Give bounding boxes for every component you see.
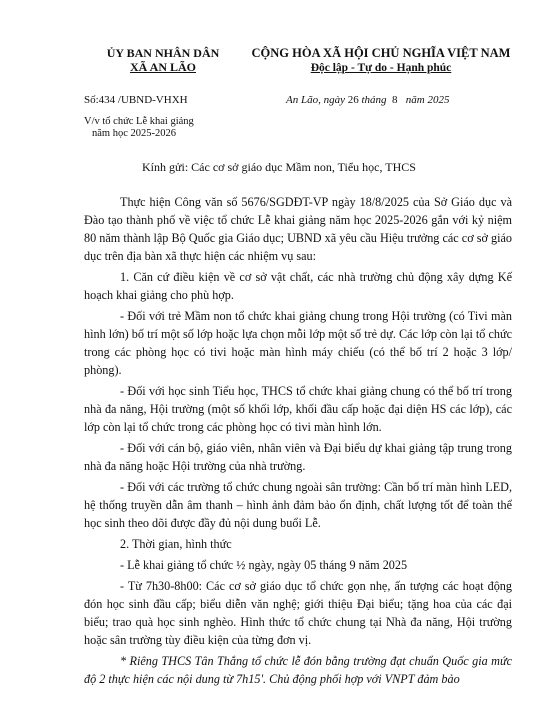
date-year: năm 2025 <box>405 94 450 106</box>
national-motto: Độc lập - Tự do - Hạnh phúc <box>310 62 452 74</box>
issuer-commune: XÃ AN LÃO <box>129 60 196 74</box>
date-month: 8 <box>392 94 398 106</box>
document-number: Số:434 /UBND-VHXH <box>84 94 188 106</box>
issue-date <box>286 94 450 106</box>
date-day: 26 <box>347 94 359 106</box>
ceremony-date-paragraph: - Lễ khai giảng tổ chức ½ ngày, ngày 05 tháng 9 năm 2025 <box>120 558 408 572</box>
issuer-header <box>88 46 238 74</box>
salutation: Kính gửi: Các cơ sở giáo dục Mầm non, Tiểu học, THCS <box>142 160 416 174</box>
item-1-paragraph: 1. Căn cứ điều kiện về cơ sở vật chất, các nhà trường chủ động xây dựng Kế hoạch khai giảng cho phù hợp. <box>84 270 512 302</box>
date-month-label: tháng <box>361 94 387 106</box>
primary-secondary-paragraph: - Đối với học sinh Tiểu học, THCS tổ chức khai giảng chung có thể bố trí trong nhà đa năng, Hội trường (một số khối lớp, khối đầu cấp hoặc đại diện HS các lớp), các lớp còn lại tổ chức trong các phòng học có tivi màn hình lớn. <box>84 384 512 434</box>
date-prefix: An Lão, ngày <box>286 94 345 106</box>
document-body <box>84 193 512 691</box>
intro-paragraph: Thực hiện Công văn số 5676/SGDĐT-VP ngày 18/8/2025 của Sở Giáo dục và Đào tạo thành phố về việc tổ chức Lễ khai giảng năm học 2025-2026 gắn với kỷ niệm 80 năm thành lập Bộ Quốc gia Giáo dục; UBND xã yêu cầu Hiệu trưởng các cơ sở giáo dục trên địa bàn xã thực hiện các nhiệm vụ sau: <box>84 195 512 263</box>
subject-line-1: V/v tổ chức Lễ khai giảng <box>84 116 194 127</box>
national-header <box>246 46 516 76</box>
country-name: CỘNG HÒA XÃ HỘI CHỦ NGHĨA VIỆT NAM <box>251 46 511 60</box>
staff-paragraph: - Đối với cán bộ, giáo viên, nhân viên và Đại biểu dự khai giảng tập trung trong nhà đa năng hoặc Hội trường của nhà trường. <box>84 441 512 473</box>
subject-line-2: năm học 2025-2026 <box>92 128 176 139</box>
special-note-paragraph: * Riêng THCS Tân Thắng tổ chức lễ đón bằng trường đạt chuẩn Quốc gia mức độ 2 thực hiện các nội dung từ 7h15'. Chủ động phối hợp với VNPT đảm bảo <box>84 654 512 686</box>
outdoor-paragraph: - Đối với các trường tổ chức chung ngoài sân trường: Cần bố trí màn hình LED, hệ thống truyền dẫn âm thanh – hình ảnh đảm bảo ổn định, chất lượng tốt để toàn thể học sinh theo dõi được đầy đủ nội dung buổi Lễ. <box>84 480 512 530</box>
document-subject <box>84 116 194 140</box>
section-2-heading: 2. Thời gian, hình thức <box>120 537 232 551</box>
schedule-paragraph: - Từ 7h30-8h00: Các cơ sở giáo dục tổ chức gọn nhẹ, ấn tượng các hoạt động đón học sinh đầu cấp; biểu diễn văn nghệ; giới thiệu Đại biểu; tặng hoa của các đại biểu; trao quà học sinh nghèo. Hình thức tổ chức chung tại Nhà đa năng, Hội trường hoặc sân trường tùy điều kiện của từng đơn vị. <box>84 579 512 647</box>
preschool-paragraph: - Đối với trẻ Mầm non tổ chức khai giảng chung trong Hội trường (có Tivi màn hình lớn) bố trí một số lớp hoặc lựa chọn mỗi lớp một số trẻ dự. Các lớp còn lại tổ chức trong các phòng học có tivi hoặc màn hình máy chiếu (có thể bố trí 2 hoặc 3 lớp/ phòng). <box>84 309 512 377</box>
issuer-org: ỦY BAN NHÂN DÂN <box>106 46 220 60</box>
